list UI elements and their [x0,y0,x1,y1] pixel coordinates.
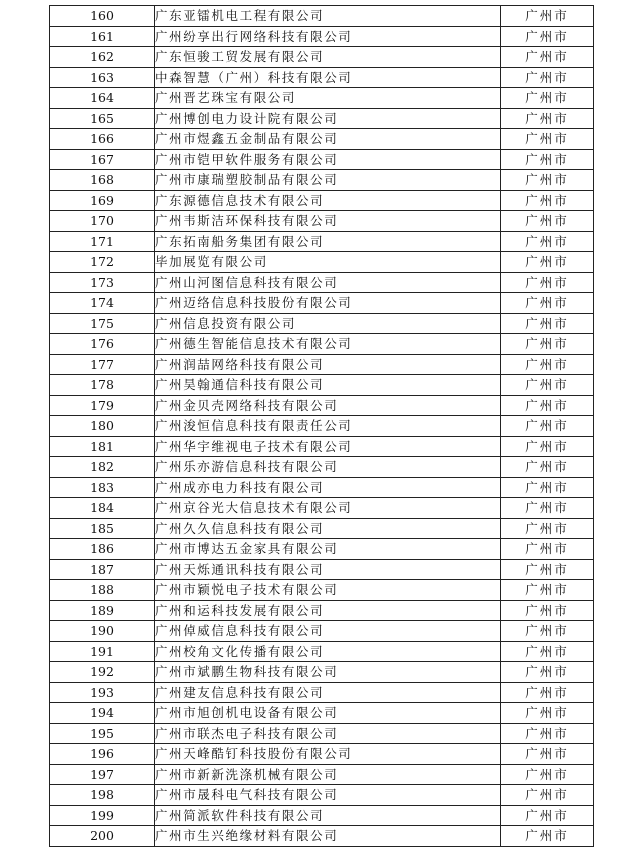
table-row [50,88,594,109]
table-row [50,129,594,150]
city-name: 广州市 [501,826,594,847]
table-row [50,252,594,273]
company-name: 毕加展览有限公司 [155,252,501,273]
table-row [50,436,594,457]
city-name: 广州市 [501,170,594,191]
table-row [50,621,594,642]
city-name: 广州市 [501,6,594,27]
city-name: 广州市 [501,26,594,47]
table-row [50,723,594,744]
city-name: 广州市 [501,580,594,601]
row-number: 169 [50,190,155,211]
table-row [50,231,594,252]
table-row [50,375,594,396]
city-name: 广州市 [501,764,594,785]
table-row [50,334,594,355]
company-name: 广州市铠甲软件服务有限公司 [155,149,501,170]
row-number: 182 [50,457,155,478]
row-number: 197 [50,764,155,785]
company-name: 广州晋艺珠宝有限公司 [155,88,501,109]
table-row [50,170,594,191]
city-name: 广州市 [501,190,594,211]
company-name: 广州市晟科电气科技有限公司 [155,785,501,806]
table-row [50,805,594,826]
company-name: 广东恒骏工贸发展有限公司 [155,47,501,68]
company-name: 广东拓南船务集团有限公司 [155,231,501,252]
company-name: 广州成亦电力科技有限公司 [155,477,501,498]
row-number: 163 [50,67,155,88]
city-name: 广州市 [501,354,594,375]
company-name: 广州简派软件科技有限公司 [155,805,501,826]
company-name: 广州市生兴绝缘材料有限公司 [155,826,501,847]
city-name: 广州市 [501,108,594,129]
row-number: 183 [50,477,155,498]
company-name: 广州市颖悦电子技术有限公司 [155,580,501,601]
company-name: 广东亚镭机电工程有限公司 [155,6,501,27]
table-row [50,47,594,68]
city-name: 广州市 [501,436,594,457]
city-name: 广州市 [501,334,594,355]
table-row [50,518,594,539]
table-row [50,703,594,724]
row-number: 190 [50,621,155,642]
row-number: 174 [50,293,155,314]
table-row [50,826,594,847]
table-row [50,641,594,662]
company-name: 广州市煜鑫五金制品有限公司 [155,129,501,150]
city-name: 广州市 [501,395,594,416]
row-number: 198 [50,785,155,806]
row-number: 161 [50,26,155,47]
company-name: 广州市博达五金家具有限公司 [155,539,501,560]
table-row [50,272,594,293]
row-number: 162 [50,47,155,68]
city-name: 广州市 [501,621,594,642]
row-number: 181 [50,436,155,457]
company-list-table [49,5,594,847]
city-name: 广州市 [501,498,594,519]
table-row [50,559,594,580]
city-name: 广州市 [501,600,594,621]
row-number: 195 [50,723,155,744]
table-row [50,457,594,478]
city-name: 广州市 [501,47,594,68]
company-name: 广州博创电力设计院有限公司 [155,108,501,129]
row-number: 180 [50,416,155,437]
company-name: 广州山河图信息科技有限公司 [155,272,501,293]
city-name: 广州市 [501,88,594,109]
city-name: 广州市 [501,313,594,334]
city-name: 广州市 [501,785,594,806]
table-row [50,190,594,211]
city-name: 广州市 [501,457,594,478]
company-name: 广州信息投资有限公司 [155,313,501,334]
row-number: 173 [50,272,155,293]
city-name: 广州市 [501,539,594,560]
row-number: 194 [50,703,155,724]
table-row [50,498,594,519]
row-number: 199 [50,805,155,826]
table-row [50,600,594,621]
company-name: 广州润喆网络科技有限公司 [155,354,501,375]
row-number: 177 [50,354,155,375]
row-number: 164 [50,88,155,109]
city-name: 广州市 [501,477,594,498]
city-name: 广州市 [501,723,594,744]
row-number: 176 [50,334,155,355]
company-name: 广州德生智能信息技术有限公司 [155,334,501,355]
city-name: 广州市 [501,559,594,580]
table-row [50,6,594,27]
company-name: 广州倬威信息科技有限公司 [155,621,501,642]
row-number: 186 [50,539,155,560]
row-number: 167 [50,149,155,170]
company-name: 广州市斌鹏生物科技有限公司 [155,662,501,683]
city-name: 广州市 [501,211,594,232]
city-name: 广州市 [501,682,594,703]
city-name: 广州市 [501,662,594,683]
table-row [50,395,594,416]
company-name: 广州天峰酷钉科技股份有限公司 [155,744,501,765]
company-name: 广州华宇维视电子技术有限公司 [155,436,501,457]
company-name: 广州金贝壳网络科技有限公司 [155,395,501,416]
table-row [50,682,594,703]
row-number: 200 [50,826,155,847]
company-name: 广州迈络信息科技股份有限公司 [155,293,501,314]
table-row [50,108,594,129]
table-row [50,211,594,232]
city-name: 广州市 [501,293,594,314]
table-row [50,149,594,170]
city-name: 广州市 [501,805,594,826]
company-name: 广州市联杰电子科技有限公司 [155,723,501,744]
row-number: 193 [50,682,155,703]
company-name: 广州市旭创机电设备有限公司 [155,703,501,724]
row-number: 185 [50,518,155,539]
company-name: 广州建友信息科技有限公司 [155,682,501,703]
company-name: 广州韦斯洁环保科技有限公司 [155,211,501,232]
table-row [50,764,594,785]
company-name: 广州乐亦游信息科技有限公司 [155,457,501,478]
company-name: 广州天烁通讯科技有限公司 [155,559,501,580]
row-number: 168 [50,170,155,191]
row-number: 172 [50,252,155,273]
table-row [50,477,594,498]
company-name: 广州和运科技发展有限公司 [155,600,501,621]
row-number: 187 [50,559,155,580]
table-row [50,293,594,314]
row-number: 171 [50,231,155,252]
city-name: 广州市 [501,518,594,539]
company-name: 广州久久信息科技有限公司 [155,518,501,539]
row-number: 191 [50,641,155,662]
row-number: 166 [50,129,155,150]
company-name: 广州京谷光大信息技术有限公司 [155,498,501,519]
city-name: 广州市 [501,744,594,765]
row-number: 189 [50,600,155,621]
row-number: 165 [50,108,155,129]
row-number: 160 [50,6,155,27]
city-name: 广州市 [501,375,594,396]
city-name: 广州市 [501,641,594,662]
company-name: 广州校角文化传播有限公司 [155,641,501,662]
company-name: 广州昊翰通信科技有限公司 [155,375,501,396]
row-number: 170 [50,211,155,232]
row-number: 179 [50,395,155,416]
city-name: 广州市 [501,703,594,724]
table-row [50,785,594,806]
table-row [50,744,594,765]
city-name: 广州市 [501,252,594,273]
company-name: 中森智慧（广州）科技有限公司 [155,67,501,88]
city-name: 广州市 [501,149,594,170]
table-row [50,67,594,88]
city-name: 广州市 [501,272,594,293]
company-name: 广州市康瑞塑胶制品有限公司 [155,170,501,191]
row-number: 196 [50,744,155,765]
row-number: 175 [50,313,155,334]
city-name: 广州市 [501,67,594,88]
company-name: 广州纷享出行网络科技有限公司 [155,26,501,47]
table-row [50,354,594,375]
row-number: 192 [50,662,155,683]
city-name: 广州市 [501,129,594,150]
company-name: 广东源德信息技术有限公司 [155,190,501,211]
table-row [50,539,594,560]
row-number: 178 [50,375,155,396]
table-row [50,416,594,437]
row-number: 188 [50,580,155,601]
table-row [50,580,594,601]
table-row [50,662,594,683]
city-name: 广州市 [501,416,594,437]
company-list-body [50,6,594,847]
city-name: 广州市 [501,231,594,252]
company-name: 广州市新新洗涤机械有限公司 [155,764,501,785]
company-name: 广州浚恒信息科技有限责任公司 [155,416,501,437]
table-row [50,26,594,47]
table-row [50,313,594,334]
row-number: 184 [50,498,155,519]
